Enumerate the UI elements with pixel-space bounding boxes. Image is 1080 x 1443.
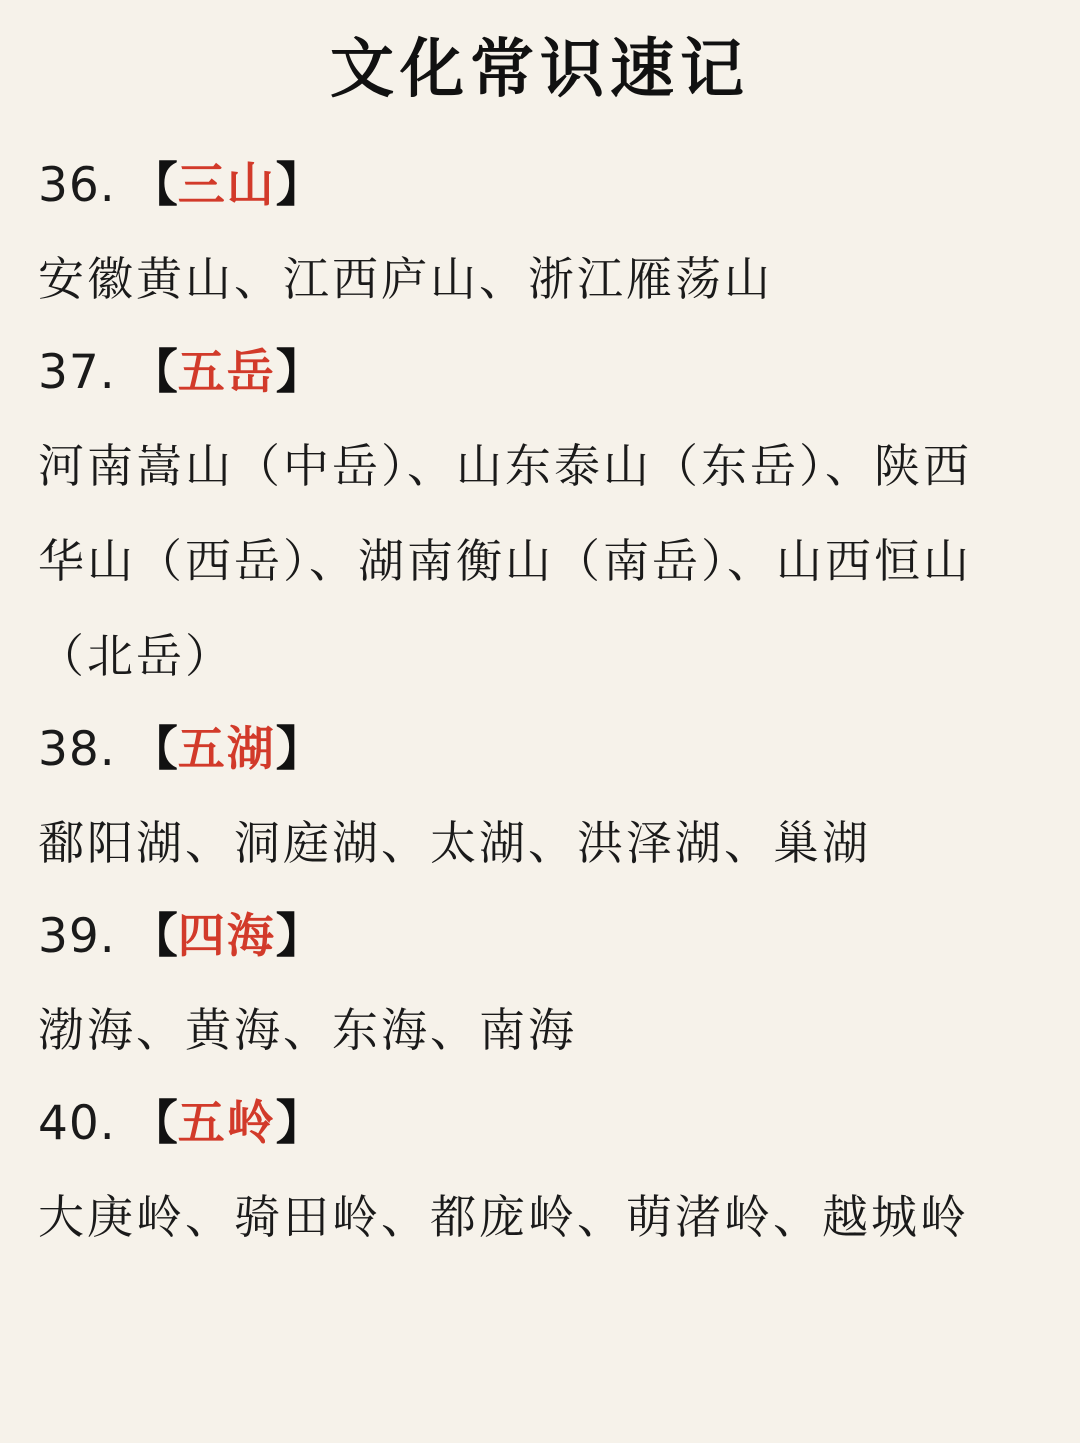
content	[38, 140, 1048, 1265]
close-bracket: 】	[275, 158, 323, 213]
item-heading	[38, 140, 1048, 232]
item-number: 39.	[38, 909, 116, 964]
description-line: 华山（西岳）、湖南衡山（南岳）、山西恒山	[38, 534, 972, 588]
open-bracket: 【	[130, 158, 178, 213]
close-bracket: 】	[275, 345, 323, 400]
description-line: 渤海、黄海、东海、南海	[38, 1003, 577, 1057]
item-number: 40.	[38, 1096, 116, 1151]
item-number: 37.	[38, 345, 116, 400]
item-heading	[38, 891, 1048, 983]
item-topic: 五岭	[177, 1096, 276, 1151]
description-line: 安徽黄山、江西庐山、浙江雁荡山	[38, 252, 773, 306]
list-item	[38, 891, 1048, 1078]
item-heading	[38, 327, 1048, 419]
item-heading	[38, 1078, 1048, 1170]
list-item	[38, 1078, 1048, 1265]
description-line: 大庚岭、骑田岭、都庞岭、萌渚岭、越城岭	[38, 1190, 969, 1244]
list-item	[38, 704, 1048, 891]
list-item	[38, 327, 1048, 704]
item-description	[38, 796, 1048, 891]
description-line: （北岳）	[38, 629, 234, 683]
close-bracket: 】	[275, 1096, 323, 1151]
open-bracket: 【	[130, 909, 178, 964]
item-topic: 五岳	[177, 345, 276, 400]
open-bracket: 【	[130, 1096, 178, 1151]
close-bracket: 】	[275, 909, 323, 964]
description-line: 河南嵩山（中岳）、山东泰山（东岳）、陕西	[38, 439, 972, 493]
open-bracket: 【	[130, 722, 178, 777]
item-description	[38, 983, 1048, 1078]
item-topic: 五湖	[177, 722, 276, 777]
close-bracket: 】	[275, 722, 323, 777]
item-topic: 三山	[177, 158, 276, 213]
open-bracket: 【	[130, 345, 178, 400]
item-heading	[38, 704, 1048, 796]
item-description	[38, 1170, 1048, 1265]
item-topic: 四海	[177, 909, 276, 964]
page-title: 文化常识速记	[330, 33, 750, 107]
description-line: 鄱阳湖、洞庭湖、太湖、洪泽湖、巢湖	[38, 816, 871, 870]
list-item	[38, 140, 1048, 327]
item-description	[38, 232, 1048, 327]
item-number: 38.	[38, 722, 116, 777]
item-number: 36.	[38, 158, 116, 213]
item-description	[38, 419, 1048, 704]
